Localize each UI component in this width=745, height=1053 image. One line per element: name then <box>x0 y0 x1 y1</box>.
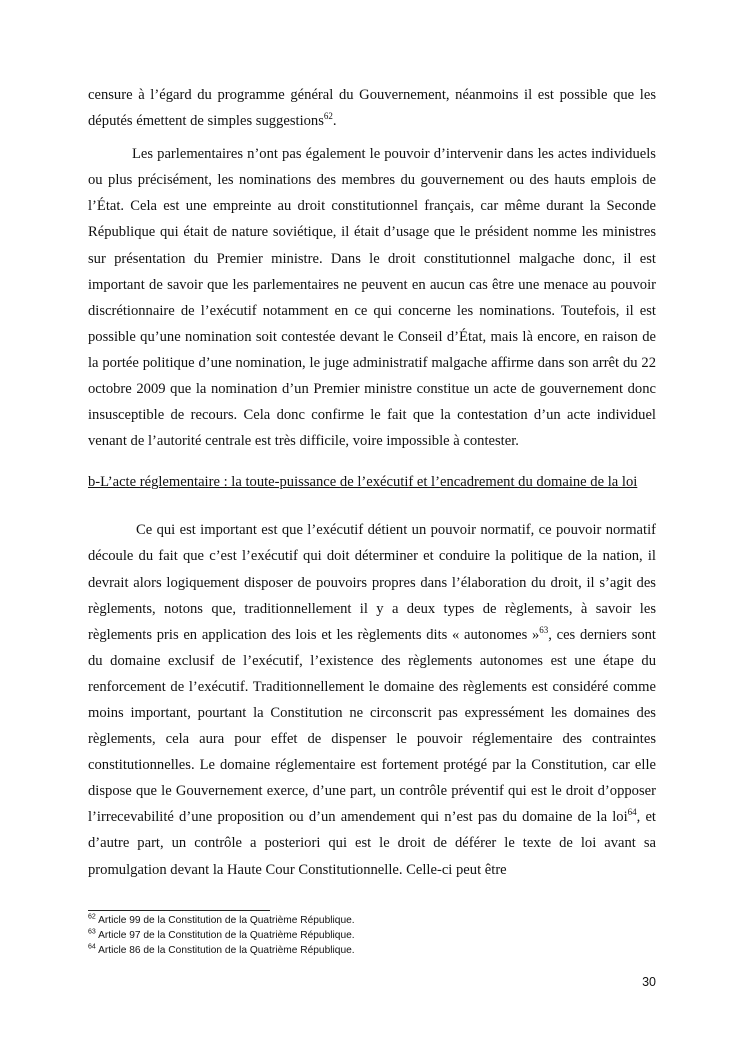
page-body <box>88 82 656 883</box>
page-number: 30 <box>642 975 656 989</box>
section-heading: b-L’acte réglementaire : la toute-puissance de l’exécutif et l’encadrement du domaine de la loi <box>88 474 638 491</box>
footnote-ref-63[interactable]: 63 <box>539 624 549 635</box>
paragraph-1 <box>88 82 656 134</box>
footnote-item <box>88 928 355 943</box>
footnote-text: Article 86 de la Constitution de la Quatrième République. <box>98 945 355 956</box>
footnote-ref-64[interactable]: 64 <box>627 807 637 818</box>
paragraph-1-text: censure à l’égard du programme général du Gouvernement, néanmoins il est possible que les députés émettent de simples suggestions <box>88 87 656 130</box>
footnote-number: 63 <box>88 928 96 936</box>
paragraph-2: Les parlementaires n’ont pas également le pouvoir d’intervenir dans les actes individuels ou plus précisément, les nominations des membres du gouvernement ou des hauts emplois de l’État. Cela est une empreinte au droit constitutionnel français, car même durant la Seconde République qui était de nature soviétique, il était d’usage que le président nomme les ministres sur présentation du Premier ministre. Dans le droit constitutionnel malgache donc, il est important de savoir que les parlementaires ne peuvent en aucun cas être une menace au pouvoir discrétionnaire de l’exécutif notamment en ce qui concerne les nominations. Toutefois, il est possible qu’une nomination soit contestée devant le Conseil d’État, mais là encore, en raison de la portée politique d’une nomination, le juge administratif malgache affirme dans son arrêt du 22 octobre 2009 que la nomination d’un Premier ministre constitue un acte de gouvernement donc insusceptible de recours. Cela donc confirme le fait que la contestation d’un acte individuel venant de l’autorité centrale est très difficile, voire impossible à contester. <box>88 146 656 450</box>
footnote-separator <box>88 910 270 911</box>
footnote-number: 64 <box>88 943 96 951</box>
paragraph-3-text-b: , ces derniers sont du domaine exclusif de l’exécutif, l’existence des règlements autonomes est une étape du renforcement de l’exécutif. Traditionnellement le domaine des règlements est considéré comme moins important, pourtant la Constitution ne circonscrit pas expressément les domaines des règlements, cela aura pour effet de dispenser le pouvoir réglementaire des contraintes constitutionnelles. Le domaine réglementaire est fortement protégé par la Constitution, car elle dispose que le Gouvernement exerce, d’une part, un contrôle préventif qui est le droit d’opposer l’irrecevabilité d’une proposition ou d’un amendement qui n’est pas du domaine de la loi <box>88 626 656 826</box>
footnote-ref-62[interactable]: 62 <box>323 111 333 122</box>
footnote-text: Article 97 de la Constitution de la Quatrième République. <box>98 930 355 941</box>
paragraph-3-text-a: Ce qui est important est que l’exécutif détient un pouvoir normatif, ce pouvoir normatif découle du fait que c’est l’exécutif qui doit déterminer et conduire la politique de la nation, il devrait alors logiquement disposer de pouvoirs propres dans l’élaboration du droit, il s’agit des règlements, notons que, traditionnellement il y a deux types de règlements, à savoir les règlements pris en application des lois et les règlements dits « autonomes » <box>88 522 656 643</box>
paragraph-3-text-c: , et d’autre part, un contrôle a posteriori qui est le droit de déférer le texte de loi avant sa promulgation devant la Haute Cour Constitutionnelle. Celle-ci peut être <box>88 809 656 878</box>
paragraph-1-end: . <box>332 113 337 130</box>
footnote-item <box>88 913 355 928</box>
footnote-item <box>88 943 355 958</box>
paragraph-3 <box>88 517 656 882</box>
footnote-text: Article 99 de la Constitution de la Quatrième République. <box>98 915 355 926</box>
footnote-number: 62 <box>88 913 96 921</box>
footnotes <box>88 913 355 958</box>
